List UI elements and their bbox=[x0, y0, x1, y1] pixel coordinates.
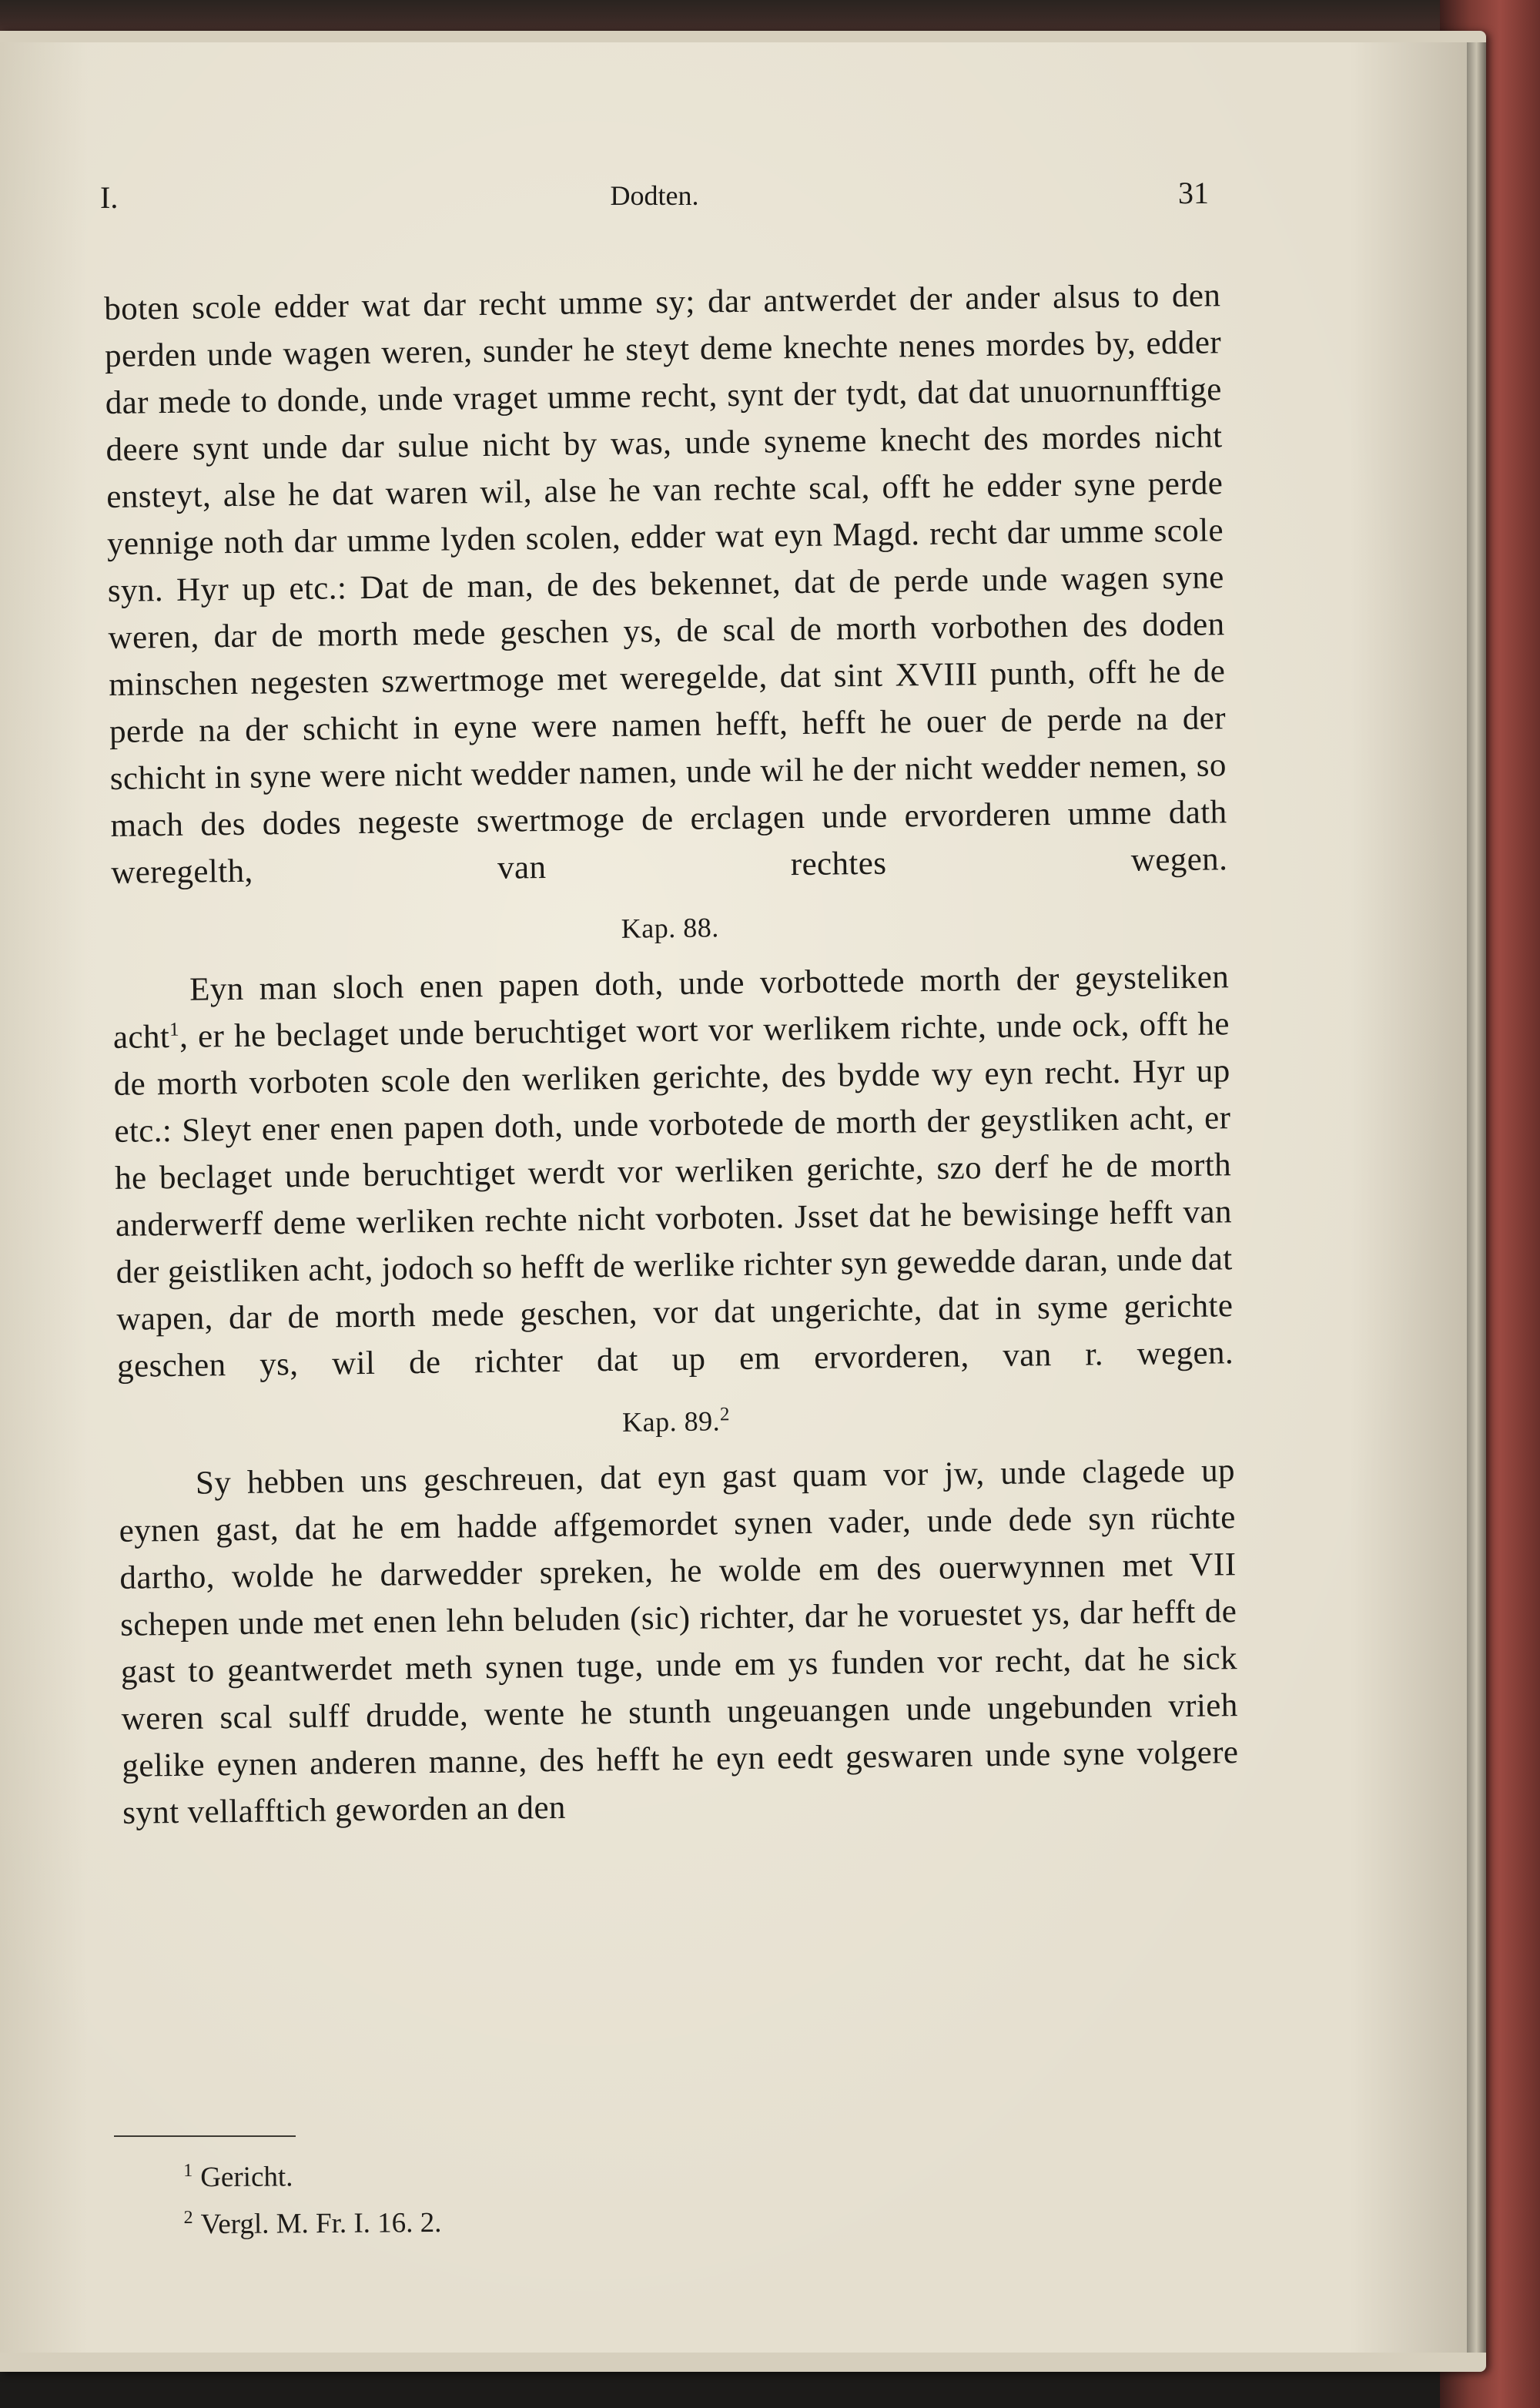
paragraph-kap-88-text-a: Eyn man sloch enen papen doth, unde vorbottede morth der geysteliken acht bbox=[112, 959, 1230, 1056]
page-number: 31 bbox=[1178, 176, 1209, 210]
paragraph-kap-88 bbox=[112, 953, 1234, 1390]
heading-kap-89 bbox=[118, 1393, 1235, 1450]
paragraph-kap-88-text-b: , er he beclaget unde beruchtiget wort vor werlikem richte, unde ock, offt he de morth vorboten scole den werliken gerichte, des bydde wy eyn recht. Hyr up etc.: Sleyt ener enen papen doth, unde vorbotede de morth der geystliken acht, er he beclaget unde beruchtiget werdt vor werliken gerichte, szo derf he de morth anderwerff deme werliken rechte nicht vorboten. Jsset dat he bewisinge hefft van der geistliken acht, jodoch so hefft de werlike richter syn gewedde daran, unde dat wapen, dar de morth mede geschen, vor dat ungerichte, dat in syme gerichte geschen ys, wil de richter dat up em ervorderen, van r. wegen. bbox=[113, 1006, 1234, 1385]
footnote-ref-2: 2 bbox=[719, 1404, 731, 1425]
footnote-2-text: Vergl. M. Fr. I. 16. 2. bbox=[200, 2207, 442, 2241]
footnote-2 bbox=[183, 2196, 441, 2246]
footnote-1 bbox=[183, 2149, 441, 2199]
heading-kap-88: Kap. 88. bbox=[621, 912, 719, 944]
chapter-number: I. bbox=[100, 180, 119, 215]
footnote-divider bbox=[114, 2135, 296, 2137]
body-text bbox=[104, 272, 1239, 1837]
heading-kap-89-text: Kap. 89. bbox=[621, 1405, 721, 1438]
paragraph-kap-89: Sy hebben uns geschreuen, dat eyn gast quam vor jw, unde clagede up eynen gast, dat he em hadde affgemordet synen vader, unde dede syn rüchte dartho, wolde he darwedder spreken, he wolde em des ouerwynnen met VII schepen unde met enen lehn beluden (sic) richter, dar he voruestet ys, dar hefft de gast to geantwerdet meth synen tuge, unde em ys funden vor recht, dat he sick weren scal sulff drudde, wente he stunth ungeuangen unde ungebunden vrieh gelike eynen anderen manne, des hefft he eyn eedt geswaren unde syne volgere synt vellafftich geworden an den bbox=[119, 1452, 1239, 1831]
footnote-1-text: Gericht. bbox=[200, 2161, 293, 2194]
running-head bbox=[100, 176, 1209, 226]
page-right-edge bbox=[1467, 42, 1486, 2353]
book-page bbox=[0, 42, 1467, 2353]
footnote-2-mark: 2 bbox=[183, 2208, 193, 2229]
footnote-1-mark: 1 bbox=[183, 2160, 193, 2181]
running-title: Dodten. bbox=[610, 180, 699, 211]
paragraph-continued: boten scole edder wat dar recht umme sy; dar antwerdet der ander alsus to den perden unde wagen weren, sunder he steyt deme knechte nenes mordes by, edder dar mede to donde, unde vraget umme recht, synt der tydt, dat dat unuornunfftige deere synt unde dar sulue nicht by was, unde syneme knecht des mordes nicht ensteyt, alse he dat waren wil, alse he van rechte scal, offt he edder syne perde yennige noth dar umme lyden scolen, edder wat eyn Magd. recht dar umme scole syn. Hyr up etc.: Dat de man, de des bekennet, dat de perde unde wagen syne weren, dar de morth mede geschen ys, de scal de morth vorbothen des doden minschen negesten szwertmoge met weregelde, dat sint XVIII punth, offt he de perde na der schicht in eyne were namen hefft, hefft he ouer de perde na der schicht in syne were nicht wedder namen, unde wil he der nicht wedder nemen, so mach des dodes negeste swertmoge de erclagen unde ervorderen umme dath weregelth, van rechtes wegen. bbox=[104, 277, 1228, 891]
footnotes bbox=[183, 2149, 442, 2246]
footnote-ref-1: 1 bbox=[169, 1019, 180, 1040]
